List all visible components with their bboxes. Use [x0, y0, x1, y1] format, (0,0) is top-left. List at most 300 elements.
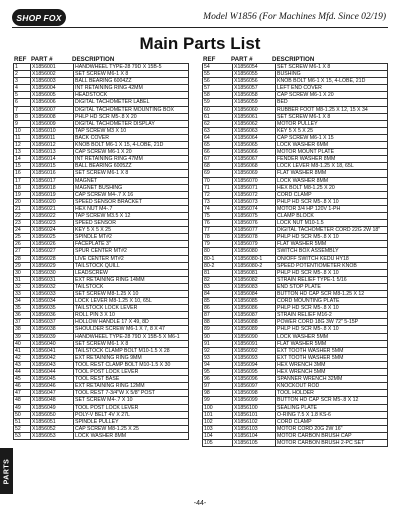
- part-number-cell: X1856056: [233, 78, 276, 85]
- part-number-cell: X1856042: [31, 354, 74, 361]
- table-row: [14, 333, 189, 340]
- ref-cell: 18: [14, 184, 31, 191]
- ref-cell: 19: [14, 191, 31, 198]
- description-cell: LOCK WASHER 8MM: [74, 432, 189, 439]
- description-cell: SPINDLE MT#2: [74, 234, 189, 241]
- part-number-cell: X1856022: [31, 212, 74, 219]
- table-row: [203, 184, 388, 191]
- table-row: [14, 326, 189, 333]
- ref-cell: 15: [14, 163, 31, 170]
- ref-cell: 9: [14, 120, 31, 127]
- table-row: [203, 127, 388, 134]
- description-cell: FACEPLATE 3": [74, 241, 189, 248]
- part-number-cell: X1856098: [233, 390, 276, 397]
- description-cell: MOTOR MOUNT PLATE: [276, 149, 388, 156]
- description-cell: TOOL POST LOCK LEVER: [74, 369, 189, 376]
- ref-cell: 24: [14, 227, 31, 234]
- part-number-cell: X1856032: [31, 283, 74, 290]
- ref-cell: 29: [14, 262, 31, 269]
- description-column-header: DESCRIPTION: [272, 56, 315, 63]
- part-number-cell: X1856047: [31, 390, 74, 397]
- ref-cell: 6: [14, 99, 31, 106]
- table-row: [203, 78, 388, 85]
- part-number-cell: X1856055: [233, 71, 276, 78]
- table-row: [14, 411, 189, 418]
- part-number-cell: X1856095: [233, 369, 276, 376]
- description-cell: CORD MOUNTING PLATE: [276, 298, 388, 305]
- part-number-cell: X1856017: [31, 177, 74, 184]
- ref-cell: 1: [14, 64, 31, 71]
- description-cell: CAP SCREW M6-1 X 20: [276, 92, 388, 99]
- table-row: [203, 106, 388, 113]
- description-cell: HEADSTOCK: [74, 92, 189, 99]
- description-cell: FLAT WASHER 8MM: [276, 170, 388, 177]
- ref-cell: 90: [203, 333, 233, 340]
- part-number-cell: X1856040: [31, 340, 74, 347]
- table-row: [203, 191, 388, 198]
- ref-cell: 60: [203, 106, 233, 113]
- ref-cell: 68: [203, 163, 233, 170]
- parts-table-right: [202, 63, 388, 447]
- ref-cell: 104: [203, 432, 233, 439]
- ref-cell: 50: [14, 411, 31, 418]
- ref-cell: 4: [14, 85, 31, 92]
- part-number-cell: X1856016: [31, 170, 74, 177]
- table-row: [203, 156, 388, 163]
- table-row: [203, 291, 388, 298]
- ref-cell: 98: [203, 390, 233, 397]
- part-number-cell: X1856002: [31, 71, 74, 78]
- part-number-cell: X1856070: [233, 177, 276, 184]
- description-cell: DIGITAL TACHOMETER DISPLAY: [74, 120, 189, 127]
- description-cell: SET SCREW M4-.7 X 10: [74, 397, 189, 404]
- table-row: [14, 283, 189, 290]
- ref-cell: 77: [203, 227, 233, 234]
- part-number-cell: X1856028: [31, 255, 74, 262]
- part-number-cell: X1856035: [31, 305, 74, 312]
- table-row: [14, 99, 189, 106]
- description-cell: HOLLOW HANDLE 17 X 49, 8D: [74, 319, 189, 326]
- part-number-cell: X1856102: [233, 418, 276, 425]
- table-row: [14, 177, 189, 184]
- description-cell: SPANNER WRENCH 32MM: [276, 376, 388, 383]
- table-row: [14, 347, 189, 354]
- table-row: [203, 425, 388, 432]
- description-cell: TAILSTOCK CLAMP BOLT M10-1.5 X 28: [74, 347, 189, 354]
- table-row: [203, 276, 388, 283]
- description-cell: ON/OFF SWITCH KEDU HY18: [276, 255, 388, 262]
- ref-cell: 41: [14, 347, 31, 354]
- description-cell: HEX NUT M4-.7: [74, 205, 189, 212]
- description-cell: LOCK LEVER M8-1.25 X 18, 65L: [276, 163, 388, 170]
- description-cell: BED: [276, 99, 388, 106]
- part-number-cell: X1856037: [31, 319, 74, 326]
- description-cell: PHLP HD SCR M5-.8 X 10: [276, 269, 388, 276]
- table-row: [14, 92, 189, 99]
- part-number-cell: X1856088: [233, 319, 276, 326]
- description-cell: SPUR CENTER MT#2: [74, 248, 189, 255]
- table-row: [203, 163, 388, 170]
- part-number-cell: X1856075: [233, 212, 276, 219]
- ref-cell: 51: [14, 418, 31, 425]
- description-cell: SHOULDER SCREW M6-1 X 7, 8 X 47: [74, 326, 189, 333]
- description-cell: CAP SCREW M6-1 X 15: [276, 134, 388, 141]
- part-number-cell: X1856096: [233, 376, 276, 383]
- description-cell: SET SCREW M6-1 X 8: [276, 113, 388, 120]
- part-number-cell: X1856087: [233, 312, 276, 319]
- table-row: [203, 134, 388, 141]
- table-row: [14, 418, 189, 425]
- part-number-cell: X1856044: [31, 369, 74, 376]
- table-row: [14, 184, 189, 191]
- description-cell: CAP SCREW M6-1 X 20: [74, 149, 189, 156]
- part-number-cell: X1856065: [233, 142, 276, 149]
- table-row: [203, 198, 388, 205]
- ref-cell: 89: [203, 326, 233, 333]
- description-cell: SPEED SENSOR BRACKET: [74, 198, 189, 205]
- ref-cell: 103: [203, 425, 233, 432]
- ref-cell: 97: [203, 383, 233, 390]
- ref-cell: 81: [203, 269, 233, 276]
- description-cell: DIGITAL TACHOMETER CORD 22G 2W 18": [276, 227, 388, 234]
- description-cell: LEADSCREW: [74, 269, 189, 276]
- table-row: [14, 404, 189, 411]
- part-number-cell: X1856045: [31, 376, 74, 383]
- table-row: [203, 234, 388, 241]
- table-row: [14, 127, 189, 134]
- table-row: [14, 198, 189, 205]
- description-cell: O-RING 7.5 X 1.8 KS-6: [276, 411, 388, 418]
- part-number-cell: X1856085: [233, 298, 276, 305]
- description-cell: LOCK NUT M10-1.5: [276, 220, 388, 227]
- description-cell: KEY 5 X 5 X 25: [74, 227, 189, 234]
- ref-cell: 76: [203, 220, 233, 227]
- description-cell: SET SCREW M6-1 X 8: [276, 64, 388, 71]
- ref-cell: 73: [203, 198, 233, 205]
- ref-cell: 26: [14, 241, 31, 248]
- ref-cell: 44: [14, 369, 31, 376]
- ref-cell: 20: [14, 198, 31, 205]
- ref-cell: 80-2: [203, 262, 233, 269]
- ref-cell: 12: [14, 142, 31, 149]
- ref-cell: 75: [203, 212, 233, 219]
- description-cell: POLY-V BELT 4V X 27L: [74, 411, 189, 418]
- description-cell: TOOL REST 7-3/4"W X 5/8" POST: [74, 390, 189, 397]
- ref-cell: 48: [14, 397, 31, 404]
- table-row: [203, 71, 388, 78]
- part-number-cell: X1856034: [31, 298, 74, 305]
- description-cell: TAILSTOCK QUILL: [74, 262, 189, 269]
- table-row: [14, 369, 189, 376]
- table-row: [203, 298, 388, 305]
- part-number-cell: X1856076: [233, 220, 276, 227]
- part-number-cell: X1856024: [31, 227, 74, 234]
- table-row: [203, 376, 388, 383]
- part-number-cell: X1856089: [233, 326, 276, 333]
- part-number-cell: X1856005: [31, 92, 74, 99]
- part-number-cell: X1856052: [31, 425, 74, 432]
- description-cell: EXT RETAINING RING 9MM: [74, 354, 189, 361]
- part-number-cell: X1856033: [31, 291, 74, 298]
- part-number-cell: X1856021: [31, 205, 74, 212]
- description-cell: TAILSTOCK: [74, 283, 189, 290]
- parts-table-left: [13, 63, 189, 440]
- ref-cell: 64: [203, 134, 233, 141]
- part-number-cell: X1856067: [233, 156, 276, 163]
- table-row: [14, 156, 189, 163]
- part-number-cell: X1856100: [233, 404, 276, 411]
- table-row: [203, 305, 388, 312]
- table-row: [14, 432, 189, 439]
- ref-cell: 32: [14, 283, 31, 290]
- table-row: [203, 212, 388, 219]
- part-number-cell: X1856074: [233, 205, 276, 212]
- part-number-cell: X1856054: [233, 64, 276, 71]
- description-cell: PHLP HD SCR M5-.8 X 10: [276, 326, 388, 333]
- side-tab-label: PARTS: [3, 458, 10, 484]
- model-header: Model W1856 (For Machines Mfd. Since 02/19): [203, 12, 386, 22]
- description-cell: BUTTON HD CAP SCR M5-.8 X 12: [276, 397, 388, 404]
- part-number-cell: X1856049: [31, 404, 74, 411]
- table-row: [203, 361, 388, 368]
- part-number-cell: X1856004: [31, 85, 74, 92]
- table-row: [203, 149, 388, 156]
- description-cell: PHLP HD SCR M5-.8 X 20: [74, 113, 189, 120]
- table-row: [203, 312, 388, 319]
- ref-cell: 87: [203, 312, 233, 319]
- description-cell: FLAT WASHER 5MM: [276, 340, 388, 347]
- table-row: [203, 269, 388, 276]
- description-column-header: DESCRIPTION: [72, 56, 115, 63]
- table-row: [14, 340, 189, 347]
- table-row: [203, 205, 388, 212]
- ref-cell: 80-1: [203, 255, 233, 262]
- ref-cell: 46: [14, 383, 31, 390]
- table-row: [14, 241, 189, 248]
- part-number-cell: X1856003: [31, 78, 74, 85]
- part-number-cell: X1856029: [31, 262, 74, 269]
- part-number-cell: X1856050: [31, 411, 74, 418]
- table-row: [203, 369, 388, 376]
- description-cell: LOCK WASHER 8MM: [276, 177, 388, 184]
- description-cell: SPEED POTENTIOMETER KNOB: [276, 262, 388, 269]
- description-cell: PHLP HD SCR M5-.8 X 10: [276, 305, 388, 312]
- table-row: [203, 113, 388, 120]
- table-row: [203, 177, 388, 184]
- ref-cell: 13: [14, 149, 31, 156]
- table-row: [203, 340, 388, 347]
- ref-cell: 39: [14, 333, 31, 340]
- description-cell: DIGITAL TACHOMETER LABEL: [74, 99, 189, 106]
- table-row: [203, 390, 388, 397]
- table-row: [14, 134, 189, 141]
- table-row: [14, 234, 189, 241]
- table-row: [14, 312, 189, 319]
- description-cell: EXT RETAINING RING 14MM: [74, 276, 189, 283]
- part-number-cell: X1856015: [31, 163, 74, 170]
- ref-cell: 72: [203, 191, 233, 198]
- description-cell: BALL BEARING 6005ZZ: [74, 163, 189, 170]
- description-cell: STRAIN RELIEF M16-2: [276, 312, 388, 319]
- description-cell: CLAMP BLOCK: [276, 212, 388, 219]
- description-cell: KEY 5 X 5 X 25: [276, 127, 388, 134]
- ref-cell: 65: [203, 142, 233, 149]
- part-number-cell: X1856013: [31, 149, 74, 156]
- part-number-cell: X1856039: [31, 333, 74, 340]
- ref-cell: 34: [14, 298, 31, 305]
- description-cell: BACK COVER: [74, 134, 189, 141]
- ref-column-header: REF: [203, 56, 216, 63]
- description-cell: HEX WRENCH 3MM: [276, 361, 388, 368]
- table-row: [203, 283, 388, 290]
- description-cell: TAP SCREW M3 X 10: [74, 127, 189, 134]
- description-cell: MOTOR CARBON BRUSH 2-PC SET: [276, 439, 388, 446]
- description-cell: SEALING PLATE: [276, 404, 388, 411]
- ref-cell: 30: [14, 269, 31, 276]
- table-row: [14, 291, 189, 298]
- part-number-cell: X1856086: [233, 305, 276, 312]
- description-cell: HEX BOLT M8-1.25 X 20: [276, 184, 388, 191]
- ref-cell: 78: [203, 234, 233, 241]
- description-cell: RUBBER FOOT M8-1.25 X 12, 15 X 34: [276, 106, 388, 113]
- ref-cell: 70: [203, 177, 233, 184]
- ref-cell: 71: [203, 184, 233, 191]
- part-number-cell: X1856008: [31, 113, 74, 120]
- description-cell: SET SCREW M8-1.25 X 10: [74, 291, 189, 298]
- ref-cell: 40: [14, 340, 31, 347]
- table-row: [14, 298, 189, 305]
- page-number: -44-: [193, 500, 207, 507]
- part-number-cell: X1856038: [31, 326, 74, 333]
- part-number-cell: X1856012: [31, 142, 74, 149]
- table-row: [203, 142, 388, 149]
- part-number-cell: X1856097: [233, 383, 276, 390]
- part-number-cell: X1856001: [31, 64, 74, 71]
- part-number-cell: X1856009: [31, 120, 74, 127]
- description-cell: INT RETAINING RING 47MM: [74, 156, 189, 163]
- part-number-cell: X1856014: [31, 156, 74, 163]
- part-number-cell: X1856059: [233, 99, 276, 106]
- ref-cell: 94: [203, 361, 233, 368]
- description-cell: TOOL HOLDER: [276, 390, 388, 397]
- description-cell: BUSHING: [276, 71, 388, 78]
- table-row: [203, 170, 388, 177]
- part-number-cell: X1856078: [233, 234, 276, 241]
- part-number-cell: X1856092: [233, 347, 276, 354]
- description-cell: TOOL REST BASE: [74, 376, 189, 383]
- part-number-cell: X1856011: [31, 134, 74, 141]
- part-number-cell: X1856081: [233, 269, 276, 276]
- table-row: [14, 227, 189, 234]
- part-number-cell: X1856006: [31, 99, 74, 106]
- shop-fox-logo: [12, 9, 66, 26]
- table-row: [203, 92, 388, 99]
- ref-cell: 21: [14, 205, 31, 212]
- part-number-cell: X1856051: [31, 418, 74, 425]
- description-cell: PHLP HD SCR M5-.8 X 10: [276, 198, 388, 205]
- description-cell: TAILSTOCK LOCK LEVER: [74, 305, 189, 312]
- description-cell: LOCK WASHER 6MM: [276, 142, 388, 149]
- part-number-cell: X1856057: [233, 85, 276, 92]
- table-row: [14, 191, 189, 198]
- description-cell: SET SCREW M6-1 X 8: [74, 340, 189, 347]
- table-row: [14, 397, 189, 404]
- description-cell: HANDWHEEL TYPE-28 79D X 15B-5 X M6-1: [74, 333, 189, 340]
- part-number-cell: X1856079: [233, 241, 276, 248]
- header-divider: [12, 27, 388, 28]
- part-number-cell: X1856058: [233, 92, 276, 99]
- table-row: [203, 262, 388, 269]
- ref-cell: 23: [14, 220, 31, 227]
- part-number-cell: X1856010: [31, 127, 74, 134]
- part-number-cell: X1856036: [31, 312, 74, 319]
- ref-cell: 42: [14, 354, 31, 361]
- ref-cell: 58: [203, 92, 233, 99]
- description-cell: EXT TOOTH WASHER 5MM: [276, 347, 388, 354]
- table-row: [203, 397, 388, 404]
- description-cell: KNOB BOLT M6-1 X 15, 4-LOBE, 21D: [276, 78, 388, 85]
- ref-cell: 54: [203, 64, 233, 71]
- table-row: [203, 64, 388, 71]
- ref-cell: 102: [203, 418, 233, 425]
- table-row: [14, 149, 189, 156]
- ref-cell: 95: [203, 369, 233, 376]
- table-row: [14, 262, 189, 269]
- ref-cell: 74: [203, 205, 233, 212]
- part-number-cell: X1856066: [233, 149, 276, 156]
- description-cell: LIVE CENTER MT#2: [74, 255, 189, 262]
- part-number-cell: X1856080-1: [233, 255, 276, 262]
- table-row: [203, 120, 388, 127]
- table-row: [14, 142, 189, 149]
- ref-cell: 88: [203, 319, 233, 326]
- ref-cell: 63: [203, 127, 233, 134]
- table-row: [14, 248, 189, 255]
- ref-cell: 22: [14, 212, 31, 219]
- part-number-cell: X1856053: [31, 432, 74, 439]
- part-number-cell: X1856084: [233, 291, 276, 298]
- part-number-cell: X1856043: [31, 361, 74, 368]
- ref-cell: 14: [14, 156, 31, 163]
- part-number-cell: X1856105: [233, 439, 276, 446]
- ref-cell: 45: [14, 376, 31, 383]
- description-cell: SWITCH BOX ASSEMBLY: [276, 248, 388, 255]
- ref-cell: 33: [14, 291, 31, 298]
- part-number-cell: X1856091: [233, 340, 276, 347]
- ref-column-header: REF: [14, 56, 27, 63]
- part-number-cell: X1856061: [233, 113, 276, 120]
- ref-cell: 69: [203, 170, 233, 177]
- ref-cell: 66: [203, 149, 233, 156]
- ref-cell: 52: [14, 425, 31, 432]
- description-cell: LOCK LEVER M8-1.25 X 10, 65L: [74, 298, 189, 305]
- part-number-cell: X1856046: [31, 383, 74, 390]
- ref-cell: 47: [14, 390, 31, 397]
- table-row: [203, 255, 388, 262]
- table-row: [14, 376, 189, 383]
- part-number-cell: X1856080: [233, 248, 276, 255]
- ref-cell: 27: [14, 248, 31, 255]
- description-cell: EXT RETAINING RING 12MM: [74, 383, 189, 390]
- table-row: [203, 220, 388, 227]
- part-number-cell: X1856068: [233, 163, 276, 170]
- ref-cell: 16: [14, 170, 31, 177]
- page-title: Main Parts List: [139, 34, 261, 53]
- parts-section-tab: [0, 448, 13, 494]
- table-row: [14, 276, 189, 283]
- ref-cell: 43: [14, 361, 31, 368]
- description-cell: MOTOR 3/4 HP 120V 1-PH: [276, 205, 388, 212]
